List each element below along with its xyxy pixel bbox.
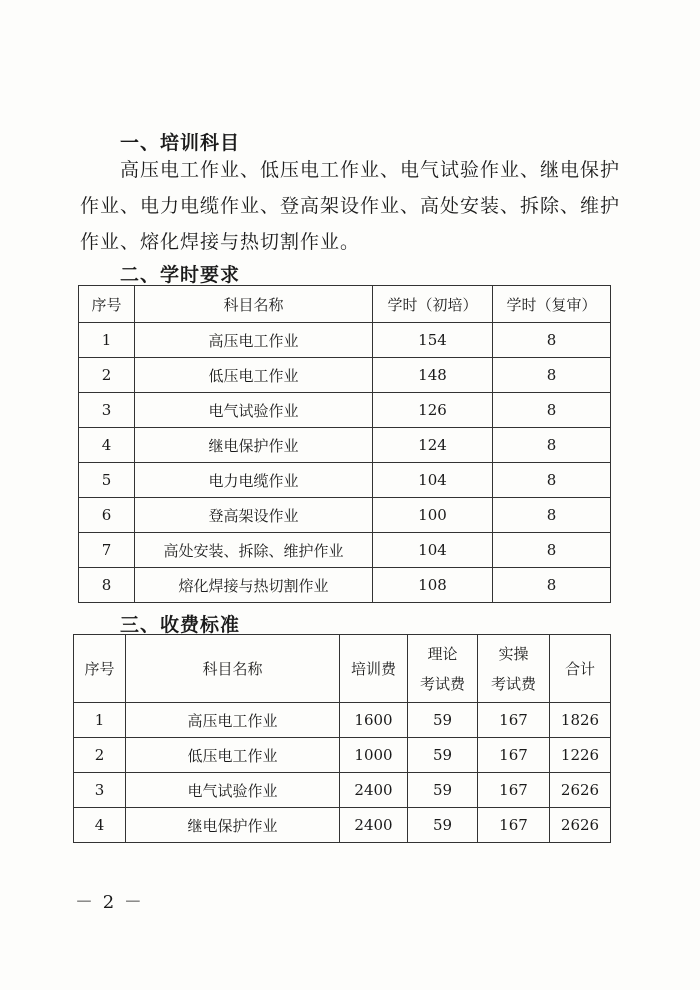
table-row [79, 463, 611, 498]
cell-training-fee: 2400 [340, 808, 408, 843]
table-header-row [79, 286, 611, 323]
cell-training-fee: 1600 [340, 703, 408, 738]
cell-total: 1226 [550, 738, 611, 773]
col-header-hours-review: 学时（复审） [493, 286, 611, 323]
cell-no: 1 [74, 703, 126, 738]
cell-no: 4 [79, 428, 135, 463]
cell-subject: 高处安装、拆除、维护作业 [135, 533, 373, 568]
section1-heading: 一、培训科目 [120, 132, 241, 154]
cell-no: 2 [74, 738, 126, 773]
theory-label-line2: 考试费 [419, 674, 465, 693]
col-header-no: 序号 [79, 286, 135, 323]
cell-subject: 电力电缆作业 [135, 463, 373, 498]
cell-total: 2626 [550, 773, 611, 808]
cell-hours-initial: 100 [373, 498, 493, 533]
cell-subject: 电气试验作业 [126, 773, 340, 808]
cell-hours-review: 8 [493, 323, 611, 358]
table-row [79, 393, 611, 428]
cell-hours-initial: 108 [373, 568, 493, 603]
cell-no: 3 [79, 393, 135, 428]
cell-hours-initial: 154 [373, 323, 493, 358]
cell-no: 2 [79, 358, 135, 393]
cell-subject: 电气试验作业 [135, 393, 373, 428]
col-header-theory-exam-fee [408, 635, 478, 703]
col-header-no: 序号 [74, 635, 126, 703]
cell-practical-fee: 167 [478, 738, 550, 773]
cell-subject: 高压电工作业 [126, 703, 340, 738]
cell-hours-review: 8 [493, 393, 611, 428]
cell-hours-review: 8 [493, 358, 611, 393]
theory-label-line1: 理论 [427, 644, 458, 663]
cell-subject: 低压电工作业 [126, 738, 340, 773]
cell-total: 2626 [550, 808, 611, 843]
cell-hours-review: 8 [493, 428, 611, 463]
cell-subject: 高压电工作业 [135, 323, 373, 358]
cell-no: 4 [74, 808, 126, 843]
table-row [74, 808, 611, 843]
page-number: － 2 － [75, 892, 144, 913]
cell-total: 1826 [550, 703, 611, 738]
cell-hours-review: 8 [493, 533, 611, 568]
col-header-training-fee: 培训费 [340, 635, 408, 703]
table-row [79, 533, 611, 568]
cell-practical-fee: 167 [478, 773, 550, 808]
cell-subject: 继电保护作业 [135, 428, 373, 463]
cell-hours-review: 8 [493, 568, 611, 603]
table-row [74, 773, 611, 808]
table-row [74, 703, 611, 738]
cell-theory-fee: 59 [408, 738, 478, 773]
table-row [79, 323, 611, 358]
table-row [79, 428, 611, 463]
training-hours-table [78, 285, 611, 603]
cell-practical-fee: 167 [478, 808, 550, 843]
practical-label-line2: 考试费 [490, 674, 536, 693]
col-header-subject: 科目名称 [126, 635, 340, 703]
practical-label-line1: 实操 [498, 644, 529, 663]
cell-hours-initial: 124 [373, 428, 493, 463]
col-header-hours-initial: 学时（初培） [373, 286, 493, 323]
cell-subject: 熔化焊接与热切割作业 [135, 568, 373, 603]
col-header-practical-exam-fee [478, 635, 550, 703]
cell-theory-fee: 59 [408, 773, 478, 808]
table-row [79, 358, 611, 393]
cell-theory-fee: 59 [408, 703, 478, 738]
col-header-subject: 科目名称 [135, 286, 373, 323]
cell-hours-review: 8 [493, 498, 611, 533]
section2-heading: 二、学时要求 [120, 264, 241, 286]
cell-no: 3 [74, 773, 126, 808]
cell-hours-initial: 104 [373, 533, 493, 568]
cell-no: 1 [79, 323, 135, 358]
table-header-row [74, 635, 611, 703]
cell-hours-review: 8 [493, 463, 611, 498]
table-row [79, 498, 611, 533]
cell-subject: 继电保护作业 [126, 808, 340, 843]
cell-no: 5 [79, 463, 135, 498]
fee-standard-table [73, 634, 611, 843]
cell-hours-initial: 148 [373, 358, 493, 393]
training-subjects-paragraph: 高压电工作业、低压电工作业、电气试验作业、继电保护作业、电力电缆作业、登高架设作业、高处安装、拆除、维护作业、熔化焊接与热切割作业。 [80, 159, 621, 253]
cell-practical-fee: 167 [478, 703, 550, 738]
cell-no: 7 [79, 533, 135, 568]
cell-training-fee: 1000 [340, 738, 408, 773]
table-row [79, 568, 611, 603]
table-row [74, 738, 611, 773]
cell-training-fee: 2400 [340, 773, 408, 808]
cell-theory-fee: 59 [408, 808, 478, 843]
cell-hours-initial: 104 [373, 463, 493, 498]
cell-hours-initial: 126 [373, 393, 493, 428]
cell-subject: 低压电工作业 [135, 358, 373, 393]
col-header-total: 合计 [550, 635, 611, 703]
section3-heading: 三、收费标准 [120, 614, 241, 636]
cell-no: 6 [79, 498, 135, 533]
cell-no: 8 [79, 568, 135, 603]
cell-subject: 登高架设作业 [135, 498, 373, 533]
